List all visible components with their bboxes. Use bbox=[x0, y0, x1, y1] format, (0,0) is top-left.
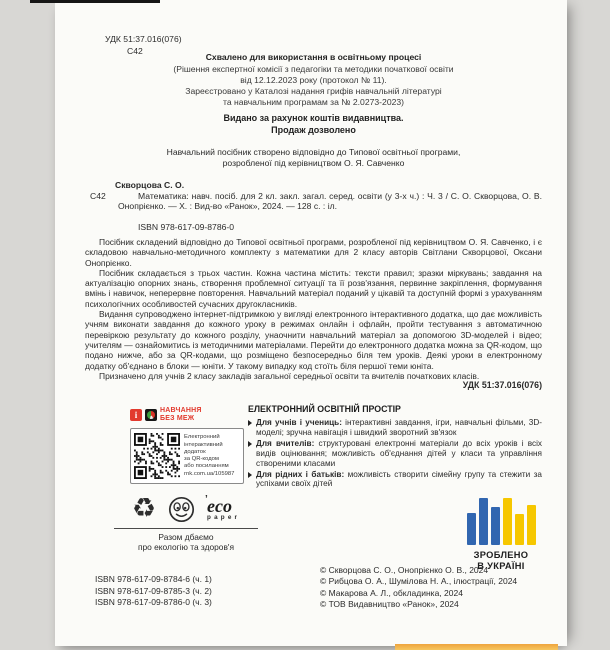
espace-bullet bbox=[248, 439, 542, 469]
eco-paper-logo: ’ eco paper bbox=[205, 493, 241, 521]
made-in-ukraine-logo bbox=[457, 498, 545, 572]
brand-circle-icon bbox=[145, 409, 157, 421]
bullet-text: інтерактивні завдання, ігри, навчальні фільми, 3D-моделі; зручна навігація і швидкий зворотний зв'язок bbox=[256, 418, 542, 437]
approval-line: та навчальним програмам за № 2.0273-2023) bbox=[222, 97, 405, 107]
brand-line: БЕЗ МЕЖ bbox=[160, 414, 195, 422]
eco-block bbox=[100, 492, 272, 552]
qr-link-text: rnk.com.ua/105987 bbox=[184, 470, 235, 477]
program-note-line: розробленої під керівництвом О. Я. Савченко bbox=[222, 158, 405, 168]
annotation-block bbox=[85, 237, 542, 381]
bullet-text: структуровані електронні матеріали до всіх уроків і всіх видів оцінювання; можливість об'єднання дітей у класи та управління створеними класами bbox=[256, 438, 542, 468]
annotation-paragraph: Призначено для учнів 2 класу закладів загальної середньої освіти та вчителів початкових класів. bbox=[99, 370, 480, 381]
bib-code: С42 bbox=[90, 190, 106, 201]
program-note bbox=[85, 147, 542, 169]
approval-line: (Рішення експертної комісії з педагогіки та методики початкової освіти bbox=[173, 64, 454, 74]
made-in-ukraine-bars-icon bbox=[457, 498, 545, 545]
brand-wordmark bbox=[160, 407, 202, 422]
bib-author: Скворцова С. О. bbox=[115, 180, 185, 190]
author-sign-code: С42 bbox=[127, 46, 143, 56]
isbn-line: ISBN 978-617-09-8784-6 (ч. 1) bbox=[95, 574, 212, 584]
isbn-line: ISBN 978-617-09-8786-0 (ч. 3) bbox=[95, 597, 212, 608]
copyright-line: © Рибцова О. А., Шумілова Н. А., ілюстрації, 2024 bbox=[320, 576, 518, 587]
bullet-arrow-icon bbox=[248, 441, 252, 447]
brand-line: НАВЧАННЯ bbox=[160, 407, 202, 414]
qr-caption: Електронний інтерактивний додаток за QR-кодом або посиланням rnk.com.ua/105987 bbox=[184, 434, 235, 477]
bullet-lead: Для учнів і учениць: bbox=[256, 418, 342, 427]
bullet-arrow-icon bbox=[248, 472, 252, 478]
espace-bullet bbox=[248, 418, 542, 438]
qr-panel bbox=[130, 428, 244, 484]
bullet-lead: Для рідних і батьків: bbox=[256, 469, 345, 479]
funding-line: Видано за рахунок коштів видавництва. bbox=[223, 113, 404, 123]
bullet-lead: Для вчителів: bbox=[256, 438, 315, 448]
approval-title: Схвалено для використання в освітньому процесі bbox=[205, 52, 422, 62]
copyright-line: © Скворцова С. О., Онопрієнко О. В., 2024 bbox=[320, 565, 489, 575]
espace-title: ЕЛЕКТРОННИЙ ОСВІТНІЙ ПРОСТІР bbox=[248, 404, 401, 414]
info-icon: i bbox=[130, 409, 142, 421]
approval-line: Зареєстровано у Каталозі надання грифів навчальній літературі bbox=[185, 86, 442, 96]
espace-column bbox=[248, 404, 542, 490]
approval-line: від 12.12.2023 року (протокол № 11). bbox=[240, 75, 387, 85]
annotation-paragraph: Посібник складений відповідно до Типової освітньої програми, розробленої під керівництвом О. Я. Савченко, і є складовою навчально-методичного комплекту з математики для 2 класу авторів Світлани Скворцової, Оксани Онопрієнко. bbox=[85, 237, 542, 268]
scan-artifact-next-page bbox=[395, 644, 558, 650]
book-imprint-page bbox=[55, 0, 567, 646]
recycle-icon: ♻ bbox=[131, 493, 157, 524]
udc-classification-bottom: УДК 51:37.016(076) bbox=[462, 380, 542, 390]
eco-caption: Разом дбаємо про екологію та здоров'я bbox=[137, 532, 235, 553]
bib-description: Математика: навч. посіб. для 2 кл. закл. загал. серед. освіти (у 3-х ч.) : Ч. 3 / С. О. Скворцова, О. В. Онопрієнко. — Х. : Вид-во «Ранок», 2024. — 128 с. : іл. bbox=[118, 190, 542, 212]
annotation-paragraph: Видання супроводжено інтернет-підтримкою у вигляді електронного інтерактивного додатка, що дає можливість учням виконати завдання до кожного уроку в режимах онлайн і офлайн, пройти тестування з автоматичною перевіркою результату до кожного розділу, унаочнити навчальний матеріал за допомогою 3D-моделей і відео; учителям — ознайомитись із методичними матеріалами. Перейти до електронного додатка можна за QR-кодом, що подано нижче, або за QR-кодами, що розміщено безпосередньо біля тем уроків. Деякі уроки в електронному додатку об'єднано в блоки — юніти. У такому випадку код стоїть біля першої теми юніта. bbox=[85, 309, 542, 371]
eco-leaf-icon: ’ bbox=[205, 493, 208, 505]
bib-isbn: ISBN 978-617-09-8786-0 bbox=[138, 221, 235, 232]
copyright-list bbox=[320, 565, 517, 611]
qr-code-icon bbox=[134, 433, 180, 479]
copyright-line: © ТОВ Видавництво «Ранок», 2024 bbox=[320, 599, 459, 610]
navchannia-bez-mezh-logo bbox=[130, 407, 244, 422]
program-note-line: Навчальний посібник створено відповідно до Типової освітньої програми, bbox=[166, 147, 461, 157]
funding-line: Продаж дозволено bbox=[271, 125, 356, 135]
copyright-line: © Макарова А. Л., обкладинка, 2024 bbox=[320, 587, 463, 598]
approval-block bbox=[85, 52, 542, 108]
bullet-text: можливість створити сімейну групу та стежити за успіхами своїх дітей bbox=[256, 469, 542, 489]
udc-number: УДК 51:37.016(076) bbox=[105, 34, 182, 44]
bibliographic-entry bbox=[90, 180, 542, 232]
isbn-line: ISBN 978-617-09-8785-3 (ч. 2) bbox=[95, 585, 212, 596]
made-in-ukraine-text: ЗРОБЛЕНО В УКРАЇНІ bbox=[473, 550, 529, 571]
qr-column bbox=[130, 407, 244, 484]
page-content bbox=[85, 0, 542, 646]
funding-statement bbox=[85, 112, 542, 136]
smiley-icon bbox=[168, 496, 195, 523]
isbn-list bbox=[95, 574, 212, 609]
annotation-paragraph: Посібник складається з трьох частин. Кожна частина містить: тексти правил; зразки міркувань; завдання на актуалізацію опорних знань, створення проблемної ситуації та її розв'язання, первинне закріплення, формування вмінь і навичок, неперервне повторення. Навчальний матеріал поданий у цікавій та доступній формі з урахуванням психологічних особливостей сучасних другокласників. bbox=[85, 267, 542, 309]
divider bbox=[114, 528, 258, 529]
bullet-arrow-icon bbox=[248, 420, 252, 426]
espace-bullet bbox=[248, 470, 542, 490]
